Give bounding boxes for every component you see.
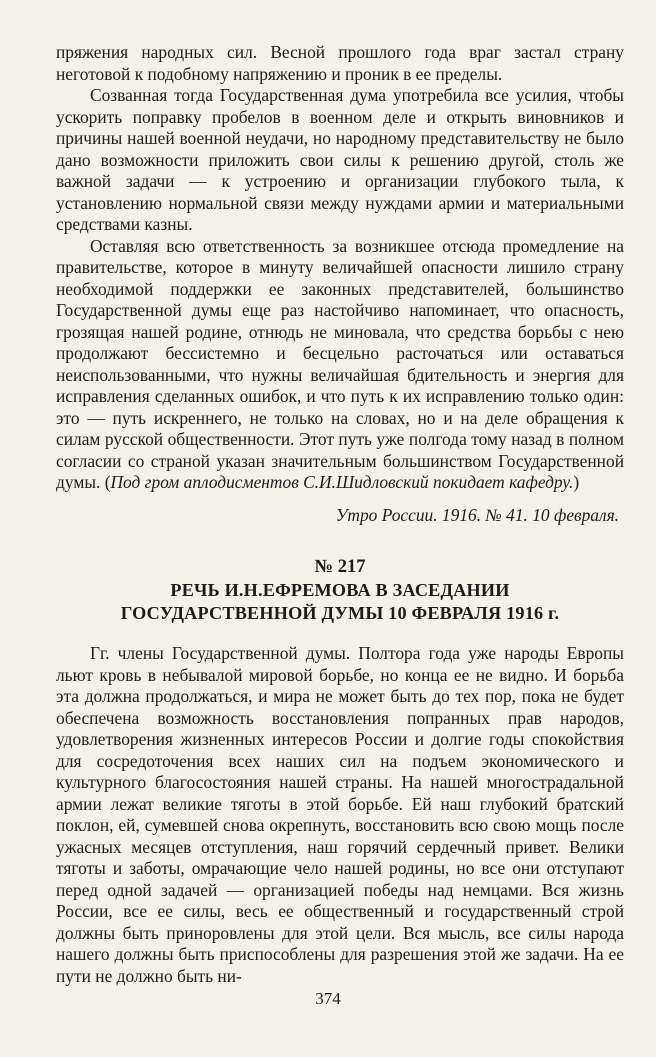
source-citation: Утро России. 1916. № 41. 10 февраля. — [335, 505, 619, 525]
document-number: № 217 — [314, 557, 366, 577]
paragraph-4: Гг. члены Государственной думы. Полтора года уже народы Европы льют кровь в небывалой мировой борьбе, но конца ее не видно. И борьба эта должна продолжаться, и мира не может быть до тех пор, пока не будет обеспечена возможность восстановления попранных прав народов, удовлетворения жизненных интересов России и долгие годы спокойствия для сосредоточения всех наших сил на подъем экономического и культурного благосостояния нашей страны. На нашей многострадальной армии лежат великие тяготы в этой борьбе. Ей наш глубокий братский поклон, ей, сумевшей снова окрепнуть, восстановить всю свою мощь после ужасных месяцев отступления, наш горячий сердечный привет. Велики тяготы и заботы, омрачающие чело нашей родины, но все они отступают перед одной задачей — организацией победы над немцами. Вся жизнь России, все ее силы, весь ее общественный и государственный строй должны быть приноровлены для этой цели. Вся мысль, все силы народа нашего должны быть приспособлены для разрешения этой же задачи. На ее пути не должно быть ни- — [56, 643, 624, 986]
paragraph-3 — [56, 236, 624, 494]
document-header — [56, 556, 624, 625]
text-block-bottom — [56, 643, 624, 987]
heading-line-2: ГОСУДАРСТВЕННОЙ ДУМЫ 10 ФЕВРАЛЯ 1916 г. — [120, 603, 560, 623]
paragraph-2: Созванная тогда Государственная дума употребила все усилия, чтобы ускорить поправку пробелов в военном деле и открыть виновников и причины нашей военной неудачи, но народному представительству не было дано возможности приложить свои силы к решению другой, столь же важной задачи — к устроению и организации глубокого тыла, к установлению нормальной связи между нуждами армии и материальными средствами казны. — [56, 85, 624, 234]
paragraph-1: пряжения народных сил. Весной прошлого года враг застал страну неготовой к подобному напряжению и проник в ее пределы. — [56, 42, 624, 84]
heading-line-1: РЕЧЬ И.Н.ЕФРЕМОВА В ЗАСЕДАНИИ — [170, 580, 510, 600]
paragraph-3-close: ) — [573, 472, 580, 492]
text-block-top — [56, 42, 624, 494]
paragraph-3-stage-direction: Под гром аплодисментов С.И.Шидловский покидает кафедру. — [110, 472, 574, 492]
page-number: 374 — [315, 989, 341, 1008]
paragraph-3-text: Оставляя всю ответственность за возникшее отсюда промедление на правительстве, которое в минуту величайшей опасности лишило страну необходимой поддержки ее законных представителей, большинство Государственной думы еще раз настойчиво напоминает, что опасность, грозящая нашей родине, отнюдь не миновала, что средства борьбы с нею продолжают бессистемно и бесцельно расточаться или оставаться неиспользованными, что нужны величайшая бдительность и энергия для исправления сделанных ошибок, и что путь к их исправлению только один: это — путь искреннего, не только на словах, но и на деле обращения к силам русской общественности. Этот путь уже полгода тому назад в полном согласии со страной указан значительным большинством Государственной думы. ( — [56, 235, 624, 492]
